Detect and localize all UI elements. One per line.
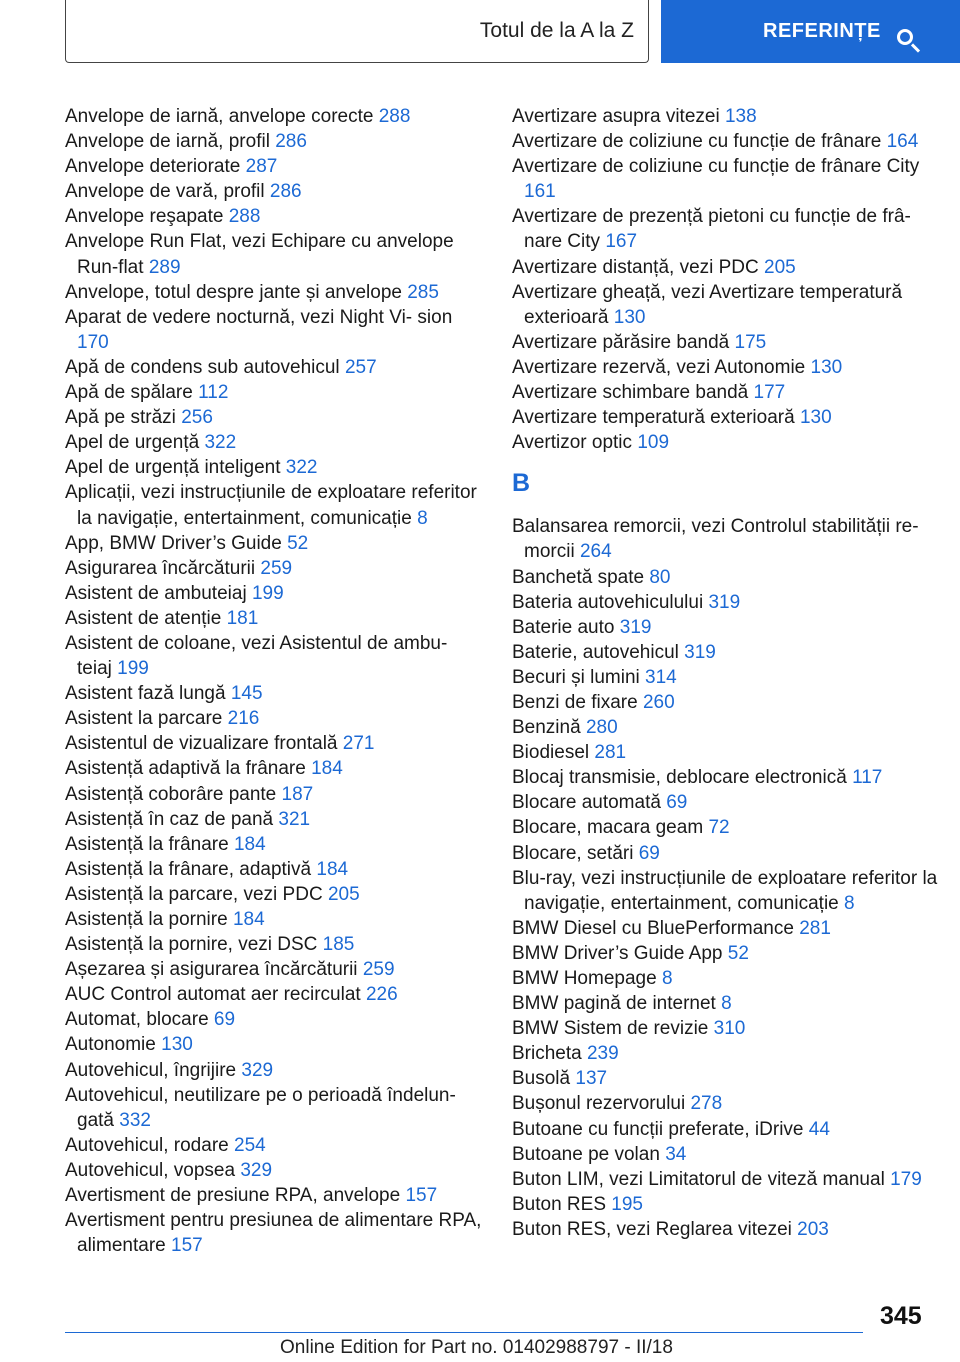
entry-text: Buton LIM, vezi Limitatorul de viteză manual — [512, 1168, 885, 1190]
entry-page-link[interactable]: 52 — [287, 532, 309, 554]
index-entry — [65, 104, 485, 129]
entry-page-link[interactable]: 44 — [808, 1118, 830, 1140]
index-entry — [512, 916, 942, 941]
entry-page-link[interactable]: 52 — [727, 942, 749, 964]
entry-text: Avertizor optic — [512, 432, 633, 454]
entry-text: Asistență la frânare — [65, 833, 229, 855]
entry-page-link[interactable]: 187 — [281, 783, 314, 805]
index-entry — [65, 355, 485, 380]
entry-text: Asistent de coloane, vezi Asistentul de ambu‐ teiaj — [65, 632, 448, 680]
entry-text: Asistent de ambuteiaj — [65, 582, 247, 604]
entry-page-link[interactable]: 130 — [799, 407, 832, 429]
entry-text: Asigurarea încărcăturii — [65, 557, 256, 579]
entry-page-link[interactable]: 109 — [637, 432, 670, 454]
index-entry — [65, 631, 485, 681]
entry-text: Blu-ray, vezi instrucțiunile de exploatare referitor la navigație, entertainment, comunicație — [512, 867, 938, 914]
index-entry — [512, 590, 942, 615]
entry-text: Bateria autovehiculului — [512, 591, 704, 613]
entry-page-link[interactable]: 184 — [232, 909, 265, 930]
entry-text: Bricheta — [512, 1043, 582, 1065]
entry-page-link[interactable]: 281 — [594, 742, 627, 764]
chapter-tab[interactable] — [65, 0, 649, 63]
entry-text: Asistent fază lungă — [65, 683, 226, 705]
entry-text: Avertizare schimbare bandă — [512, 382, 749, 404]
entry-text: Becuri și lumini — [512, 666, 640, 688]
index-entry — [65, 807, 485, 832]
entry-text: Autovehicul, rodare — [65, 1134, 229, 1156]
entry-text: BMW Sistem de revizie — [512, 1018, 709, 1040]
entry-page-link[interactable]: 286 — [269, 181, 302, 203]
entry-text: Buton RES, vezi Reglarea vitezei — [512, 1218, 792, 1240]
entry-page-link[interactable]: 319 — [619, 616, 652, 638]
entry-page-link[interactable]: 329 — [240, 1159, 273, 1181]
index-entry — [512, 1066, 942, 1091]
entry-page-link[interactable]: 285 — [407, 281, 439, 303]
entry-page-link[interactable]: 288 — [378, 106, 411, 127]
entry-page-link[interactable]: 259 — [362, 959, 395, 981]
index-entry — [512, 1041, 942, 1066]
index-entry — [512, 790, 942, 815]
entry-text: Banchetă spate — [512, 566, 645, 588]
entry-text: Asistență la frânare, adaptivă — [65, 858, 312, 880]
entry-text: Blocare, setări — [512, 842, 634, 864]
entry-page-link[interactable]: 287 — [245, 156, 278, 178]
entry-text: Biodiesel — [512, 742, 590, 764]
reference-tab-label: REFERINȚE — [763, 20, 881, 42]
index-entry — [65, 982, 485, 1007]
index-entry — [512, 129, 942, 154]
index-entry — [65, 380, 485, 405]
entry-text: Automat, blocare — [65, 1009, 209, 1031]
entry-page-link[interactable]: 322 — [204, 432, 237, 454]
index-entry — [65, 882, 485, 907]
index-entry — [65, 832, 485, 857]
entry-text: Asistent la parcare — [65, 708, 223, 730]
index-entry — [512, 280, 942, 330]
entry-text: Avertizare rezervă, vezi Autonomie — [512, 356, 806, 378]
index-entry — [65, 932, 485, 957]
index-entry — [512, 690, 942, 715]
entry-text: Anvelope, totul despre jante și anvelope — [65, 281, 402, 303]
entry-text: Avertisment de presiune RPA, anvelope — [65, 1185, 401, 1207]
entry-page-link[interactable]: 205 — [764, 256, 796, 278]
index-entry — [65, 305, 485, 355]
index-entry — [65, 907, 485, 932]
entry-text: Avertizare asupra vitezei — [512, 106, 720, 127]
index-entry — [65, 1133, 485, 1158]
entry-text: Anvelope de iarnă, profil — [65, 131, 270, 153]
entry-page-link[interactable]: 288 — [228, 206, 261, 228]
entry-text: Asistență la parcare, vezi PDC — [65, 883, 323, 905]
entry-text: Avertizare de coliziune cu funcție de frânare — [512, 131, 882, 153]
entry-text: Avertizare gheață, vezi Avertizare temperatură exterioară — [512, 281, 903, 328]
entry-text: Avertizare temperatură exterioară — [512, 407, 795, 429]
entry-text: Apel de urgență — [65, 432, 200, 454]
index-entry — [65, 1208, 485, 1258]
index-entry — [512, 991, 942, 1016]
index-entry — [512, 615, 942, 640]
footer-edition: Online Edition for Part no. 01402988797 - II/18 — [280, 1337, 673, 1358]
index-entry — [512, 1192, 942, 1217]
entry-text: Avertisment pentru presiunea de alimentare RPA, alimentare — [65, 1210, 482, 1257]
entry-text: Butoane pe volan — [512, 1143, 660, 1165]
entry-text: BMW pagină de internet — [512, 993, 716, 1015]
entry-text: Buton RES — [512, 1193, 606, 1215]
entry-page-link[interactable]: 138 — [724, 106, 757, 127]
entry-page-link[interactable]: 181 — [226, 607, 259, 629]
entry-page-link[interactable]: 199 — [251, 582, 284, 604]
index-column-right — [512, 104, 942, 1242]
entry-text: Aparat de vedere nocturnă, vezi Night Vi‐ sion — [65, 306, 453, 328]
entry-text: Bușonul rezervorului — [512, 1093, 686, 1115]
entry-text: Autovehicul, vopsea — [65, 1159, 236, 1181]
entry-page-link[interactable]: 179 — [890, 1168, 922, 1190]
entry-text: Așezarea și asigurarea încărcăturii — [65, 959, 358, 981]
entry-text: Anvelope deteriorate — [65, 156, 241, 178]
index-entry — [512, 514, 942, 564]
entry-text: Blocare automată — [512, 792, 661, 814]
entry-page-link[interactable]: 184 — [311, 758, 343, 780]
entry-text: Apă de condens sub autovehicul — [65, 356, 340, 378]
index-entry — [65, 1158, 485, 1183]
entry-page-link[interactable]: 329 — [241, 1059, 274, 1081]
entry-text: Avertizare părăsire bandă — [512, 331, 730, 353]
entry-page-link[interactable]: 239 — [586, 1043, 619, 1065]
entry-page-link[interactable]: 80 — [649, 566, 671, 588]
index-entry — [65, 731, 485, 756]
index-entry — [512, 355, 942, 380]
entry-page-link[interactable]: 164 — [886, 131, 919, 153]
entry-text: Autovehicul, neutilizare pe o perioadă îndelun‐ gată — [65, 1084, 456, 1131]
entry-text: BMW Driver’s Guide App — [512, 942, 723, 964]
entry-text: Busolă — [512, 1068, 571, 1090]
entry-text: Baterie auto — [512, 616, 615, 638]
entry-page-link[interactable]: 130 — [810, 356, 843, 378]
section-letter: B — [512, 469, 531, 498]
entry-page-link[interactable]: 167 — [605, 231, 638, 253]
entry-text: Asistență coborâre pante — [65, 783, 277, 805]
entry-text: Anvelope de vară, profil — [65, 181, 265, 203]
entry-page-link[interactable]: 216 — [227, 708, 260, 730]
entry-text: Asistență la pornire — [65, 909, 228, 930]
entry-page-link[interactable]: 314 — [645, 666, 677, 688]
index-entry — [65, 531, 485, 556]
index-entry — [512, 740, 942, 765]
entry-text: Benzi de fixare — [512, 691, 638, 713]
entry-text: Benzină — [512, 717, 581, 739]
entry-text: Asistent de atenție — [65, 607, 222, 629]
entry-page-link[interactable]: 112 — [198, 382, 229, 404]
index-entry — [512, 204, 942, 254]
entry-page-link[interactable]: 321 — [278, 808, 311, 830]
entry-text: Asistență în caz de pană — [65, 808, 274, 830]
index-entry — [65, 1083, 485, 1133]
entry-text: Asistentul de vizualizare frontală — [65, 733, 338, 755]
entry-text: Anvelope reşapate — [65, 206, 224, 228]
reference-tab[interactable] — [661, 0, 960, 63]
index-entry — [512, 841, 942, 866]
index-entry — [512, 1117, 942, 1142]
index-entry — [65, 857, 485, 882]
entry-text: Autovehicul, îngrijire — [65, 1059, 237, 1081]
index-entry — [512, 866, 942, 916]
index-entry — [512, 715, 942, 740]
index-entry — [65, 957, 485, 982]
index-entry — [65, 706, 485, 731]
entry-text: Autonomie — [65, 1034, 156, 1056]
entry-page-link[interactable]: 259 — [260, 557, 293, 579]
entry-page-link[interactable]: 69 — [638, 842, 660, 864]
entry-text: App, BMW Driver’s Guide — [65, 532, 282, 554]
entry-page-link[interactable]: 34 — [665, 1143, 687, 1165]
entry-page-link[interactable]: 332 — [119, 1109, 151, 1131]
index-entry — [512, 430, 942, 455]
index-entry — [512, 1142, 942, 1167]
index-entry — [512, 405, 942, 430]
index-entry — [65, 782, 485, 807]
entry-page-link[interactable]: 130 — [161, 1034, 193, 1056]
index-entry — [65, 480, 485, 530]
entry-text: Anvelope Run Flat, vezi Echipare cu anvelope Run-flat — [65, 231, 454, 278]
entry-page-link[interactable]: 8 — [661, 968, 673, 989]
index-entry — [512, 765, 942, 790]
entry-page-link[interactable]: 157 — [171, 1235, 203, 1257]
index-entry — [512, 1091, 942, 1116]
entry-page-link[interactable]: 8 — [844, 892, 855, 914]
entry-text: Apă de spălare — [65, 382, 193, 404]
entry-page-link[interactable]: 185 — [322, 934, 355, 956]
entry-text: Avertizare distanță, vezi PDC — [512, 256, 759, 278]
index-entry — [65, 1183, 485, 1208]
entry-page-link[interactable]: 161 — [524, 181, 556, 203]
entry-text: Apă pe străzi — [65, 407, 176, 429]
index-entry — [65, 756, 485, 781]
index-entry — [65, 430, 485, 455]
entry-page-link[interactable]: 8 — [721, 993, 732, 1015]
entry-text: Blocaj transmisie, deblocare electronică — [512, 767, 847, 789]
index-entry — [512, 1217, 942, 1242]
index-entry — [65, 129, 485, 154]
entry-text: Asistență adaptivă la frânare — [65, 758, 306, 780]
entry-page-link[interactable]: 260 — [642, 691, 675, 713]
entry-page-link[interactable]: 137 — [575, 1068, 608, 1090]
entry-page-link[interactable]: 184 — [316, 858, 349, 880]
entry-page-link[interactable]: 319 — [684, 641, 716, 663]
entry-text: Aplicații, vezi instrucțiunile de exploatare referitor la navigație, entertainment, comunicație — [65, 482, 477, 529]
index-entry — [65, 681, 485, 706]
index-entry — [65, 581, 485, 606]
entry-page-link[interactable]: 310 — [713, 1018, 746, 1040]
index-entry — [65, 1007, 485, 1032]
page-number: 345 — [880, 1302, 922, 1330]
entry-page-link[interactable]: 271 — [342, 733, 375, 755]
entry-page-link[interactable]: 199 — [117, 658, 149, 680]
index-entry — [65, 179, 485, 204]
entry-page-link[interactable]: 203 — [797, 1218, 829, 1240]
entry-page-link[interactable]: 289 — [148, 256, 181, 278]
entry-text: Apel de urgență inteligent — [65, 457, 281, 479]
entry-page-link[interactable]: 130 — [613, 306, 646, 328]
entry-text: Blocare, macara geam — [512, 817, 704, 839]
entry-page-link[interactable]: 319 — [708, 591, 741, 613]
entry-text: Balansarea remorcii, vezi Controlul stabilității re‐ morcii — [512, 516, 919, 563]
entry-page-link[interactable]: 281 — [799, 917, 831, 939]
entry-page-link[interactable]: 170 — [77, 331, 109, 353]
index-entry — [65, 1032, 485, 1057]
index-entry — [512, 380, 942, 405]
entry-text: Baterie, autovehicul — [512, 641, 679, 663]
index-entry — [512, 565, 942, 590]
index-entry — [65, 204, 485, 229]
index-entry — [512, 1016, 942, 1041]
index-entry — [512, 104, 942, 129]
index-entry — [512, 154, 942, 204]
entry-page-link[interactable]: 264 — [579, 541, 612, 563]
entry-page-link[interactable]: 69 — [213, 1009, 236, 1031]
index-entry — [512, 966, 942, 991]
entry-page-link[interactable]: 322 — [285, 457, 318, 479]
index-entry — [512, 665, 942, 690]
index-entry — [512, 255, 942, 280]
entry-page-link[interactable]: 195 — [611, 1193, 643, 1215]
entry-text: BMW Diesel cu BluePerformance — [512, 917, 794, 939]
index-entry — [65, 229, 485, 279]
entry-page-link[interactable]: 117 — [852, 767, 883, 789]
index-entry — [512, 640, 942, 665]
index-entry — [65, 1058, 485, 1083]
index-entry — [65, 154, 485, 179]
entry-page-link[interactable]: 280 — [585, 717, 618, 739]
entry-page-link[interactable]: 184 — [233, 833, 266, 855]
entry-page-link[interactable]: 256 — [181, 407, 213, 429]
index-entry — [512, 815, 942, 840]
entry-page-link[interactable]: 69 — [666, 792, 688, 814]
index-entry — [512, 330, 942, 355]
entry-page-link[interactable]: 257 — [344, 356, 377, 378]
index-entry — [512, 941, 942, 966]
index-entry — [65, 556, 485, 581]
entry-page-link[interactable]: 254 — [234, 1134, 266, 1156]
entry-page-link[interactable]: 157 — [405, 1185, 438, 1207]
entry-text: Anvelope de iarnă, anvelope corecte — [65, 106, 374, 127]
entry-page-link[interactable]: 175 — [734, 331, 767, 353]
index-column-left — [65, 104, 485, 1258]
entry-text: AUC Control automat aer recirculat — [65, 984, 361, 1006]
index-entry — [512, 1167, 942, 1192]
entry-text: Avertizare de coliziune cu funcție de frânare City — [512, 156, 920, 178]
entry-page-link[interactable]: 145 — [230, 683, 263, 705]
entry-page-link[interactable]: 286 — [275, 131, 307, 153]
entry-page-link[interactable]: 72 — [708, 817, 730, 839]
entry-text: BMW Homepage — [512, 968, 657, 989]
index-entry — [65, 405, 485, 430]
entry-page-link[interactable]: 177 — [753, 382, 786, 404]
entry-text: Avertizare de prezență pietoni cu funcție de frâ‐ nare City — [512, 206, 911, 253]
search-icon[interactable] — [897, 29, 913, 45]
chapter-tab-label: Totul de la A la Z — [479, 19, 634, 42]
entry-text: Asistență la pornire, vezi DSC — [65, 934, 318, 956]
index-entry — [65, 455, 485, 480]
index-entry — [65, 606, 485, 631]
footer-divider — [65, 1332, 863, 1333]
entry-page-link[interactable]: 8 — [417, 507, 428, 529]
entry-page-link[interactable]: 226 — [365, 984, 398, 1006]
index-entry — [65, 280, 485, 305]
entry-text: Butoane cu funcții preferate, iDrive — [512, 1118, 804, 1140]
entry-page-link[interactable]: 205 — [327, 883, 360, 905]
entry-page-link[interactable]: 278 — [690, 1093, 723, 1115]
